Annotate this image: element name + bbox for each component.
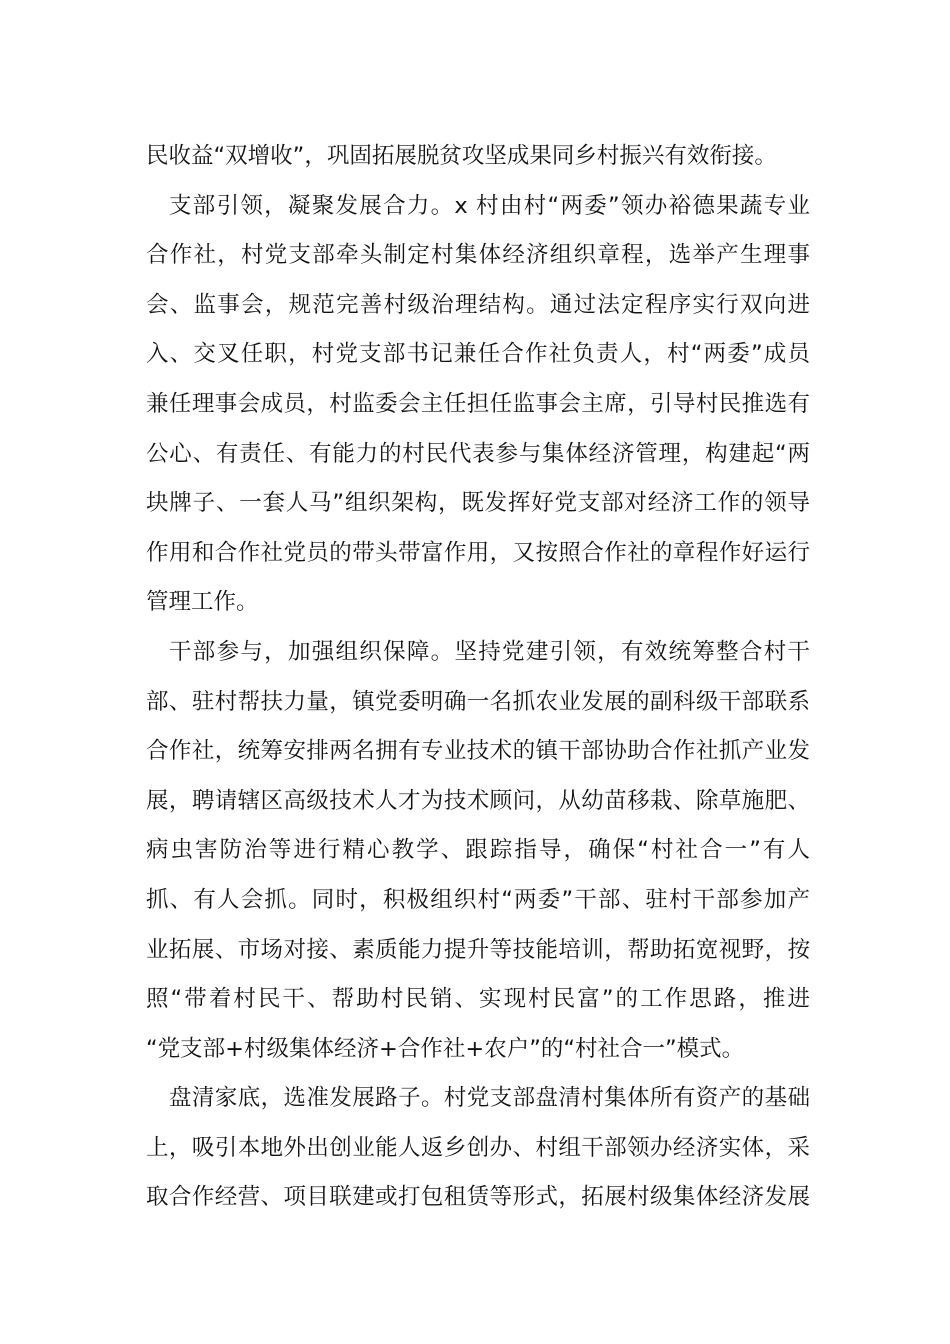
text-line: 抓、有人会抓。同时，积极组织村“两委”干部、驻村干部参加产: [146, 886, 810, 913]
text-line: 公心、有责任、有能力的村民代表参与集体经济管理，构建起“两: [146, 440, 810, 467]
text-line: 照“带着村民干、帮助村民销、实现村民富”的工作思路，推进: [146, 986, 810, 1013]
text-line: 合作社，村党支部牵头制定村集体经济组织章程，选举产生理事: [146, 242, 810, 269]
text-line: 业拓展、市场对接、素质能力提升等技能培训，帮助拓宽视野，按: [146, 936, 810, 963]
text-line: 合作社，统筹安排两名拥有专业技术的镇干部协助合作社抓产业发: [146, 738, 810, 765]
text-line: 民收益“双增收”，巩固拓展脱贫攻坚成果同乡村振兴有效衔接。: [146, 143, 777, 169]
document-body: [146, 132, 810, 1223]
paragraph-start-line: 盘清家底，选准发展路子。村党支部盘清村集体所有资产的基础: [169, 1085, 810, 1112]
text-line: 取合作经营、项目联建或打包租赁等形式，拓展村级集体经济发展: [146, 1184, 810, 1211]
text-line: 部、驻村帮扶力量，镇党委明确一名抓农业发展的副科级干部联系: [146, 688, 810, 715]
text-line: 病虫害防治等进行精心教学、跟踪指导，确保“村社合一”有人: [146, 837, 810, 864]
paragraph-start-line: 干部参与，加强组织保障。坚持党建引领，有效统筹整合村干: [169, 638, 810, 665]
text-line: 管理工作。: [146, 589, 259, 616]
text-line: 兼任理事会成员，村监委会主任担任监事会主席，引导村民推选有: [146, 390, 810, 417]
text-line: 会、监事会，规范完善村级治理结构。通过法定程序实行双向进: [146, 291, 810, 318]
text-line: 作用和合作社党员的带头带富作用，又按照合作社的章程作好运行: [146, 539, 810, 566]
text-line: 上，吸引本地外出创业能人返乡创办、村组干部领办经济实体，采: [146, 1134, 810, 1161]
text-line: 入、交叉任职，村党支部书记兼任合作社负责人，村“两委”成员: [146, 341, 810, 368]
text-line: 展，聘请辖区高级技术人才为技术顾问，从幼苗移栽、除草施肥、: [146, 787, 810, 814]
paragraph-start-line: 支部引领，凝聚发展合力。x 村由村“两委”领办裕德果蔬专业: [169, 192, 810, 219]
text-line: 块牌子、一套人马”组织架构，既发挥好党支部对经济工作的领导: [146, 490, 810, 517]
text-line: “党支部+村级集体经济+合作社+农户”的“村社合一”模式。: [146, 1035, 745, 1062]
